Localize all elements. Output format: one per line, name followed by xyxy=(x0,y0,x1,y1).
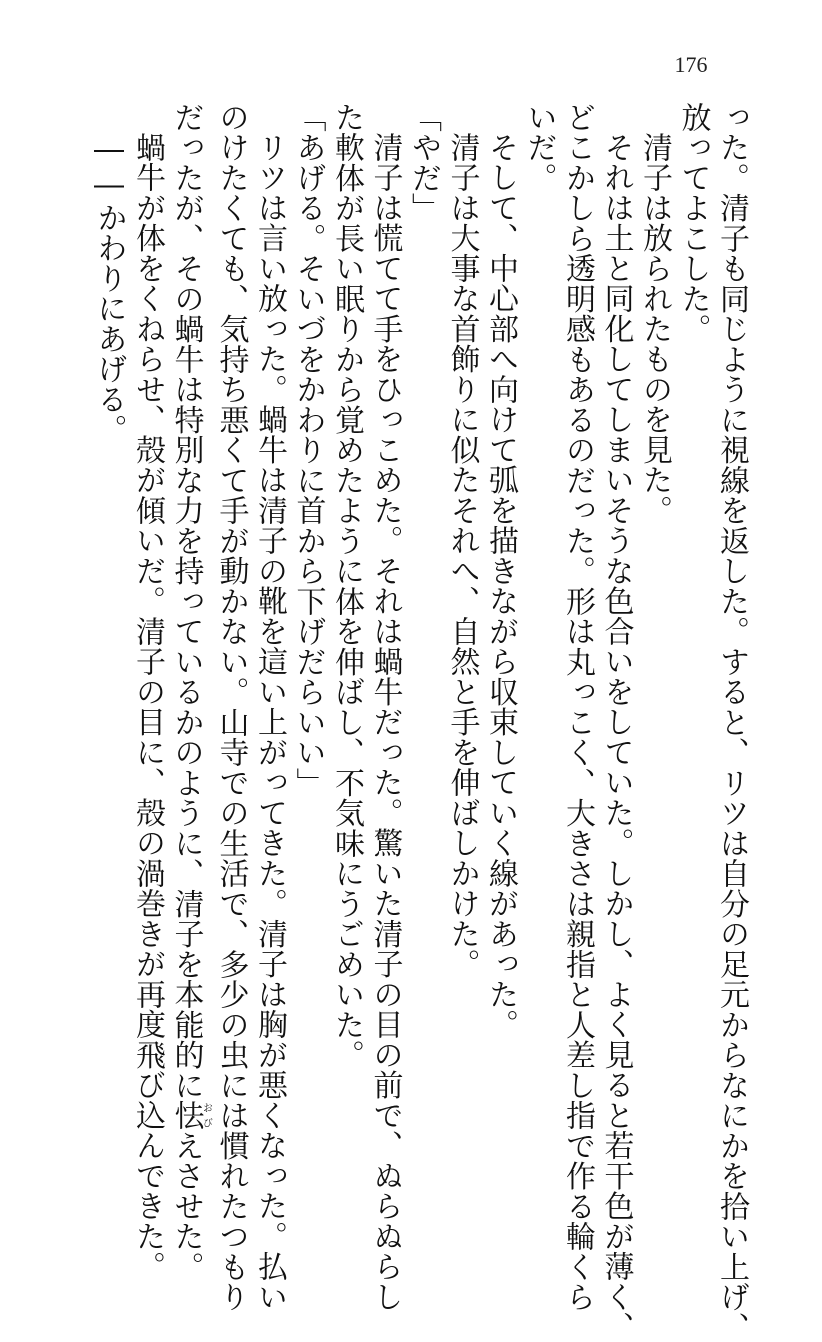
text-line: どこかしら透明感もあるのだった。形は丸っこく、大きさは親指と人差し指で作る輪くら xyxy=(560,102,595,1312)
ruby-annotation xyxy=(168,1100,212,1131)
text-line: いだ。 xyxy=(521,102,557,193)
text-line: 清子は大事な首飾りに似たそれへ、自然と手を伸ばしかけた。 xyxy=(444,132,480,979)
text-line: た軟体が長い眠りから覚めたように体を伸ばし、不気味にうごめいた。 xyxy=(329,102,364,1070)
text-line: ――かわりにあげる。 xyxy=(91,132,127,445)
text-segment: だったが、その蝸牛は特別な力を持っているかのように、清子を本能的に xyxy=(168,102,204,1101)
text-line: リツは言い放った。蝸牛は清子の靴を這い上がってきた。清子は胸が悪くなった。払い xyxy=(252,132,287,1312)
text-line-with-ruby xyxy=(166,102,212,1282)
ruby-reading: おび xyxy=(200,1100,212,1131)
text-line: そして、中心部へ向けて弧を描きながら収束していく線があった。 xyxy=(483,132,518,1040)
text-segment: えさせた。 xyxy=(168,1130,204,1282)
page-number: 176 xyxy=(674,52,708,77)
text-line: 「やだ」 xyxy=(406,102,441,223)
text-line: のけたくても、気持ち悪くて手が動かない。山寺での生活で、多少の虫には慣れたつもり xyxy=(213,102,249,1312)
ruby-base: 怯 xyxy=(168,1100,204,1131)
text-line: それは土と同化してしまいそうな色合いをしていた。しかし、よく見ると若干色が薄く、 xyxy=(598,132,634,1342)
text-line: 「あげる。そいづをかわりに首から下げだらいい」 xyxy=(290,102,326,798)
vertical-text-body xyxy=(90,102,750,1342)
text-line: 清子は慌てて手をひっこめた。それは蝸牛だった。驚いた清子の目の前で、ぬらぬらし xyxy=(367,132,403,1312)
text-line: った。清子も同じように視線を返した。すると、リツは自分の足元からなにかを拾い上げ、 xyxy=(714,102,749,1342)
text-line: 蝸牛が体をくねらせ、殻が傾いだ。清子の目に、殻の渦巻きが再度飛び込んできた。 xyxy=(130,132,165,1282)
text-line: 放ってよこした。 xyxy=(675,102,711,344)
text-line: 清子は放られたものを見た。 xyxy=(637,132,672,526)
